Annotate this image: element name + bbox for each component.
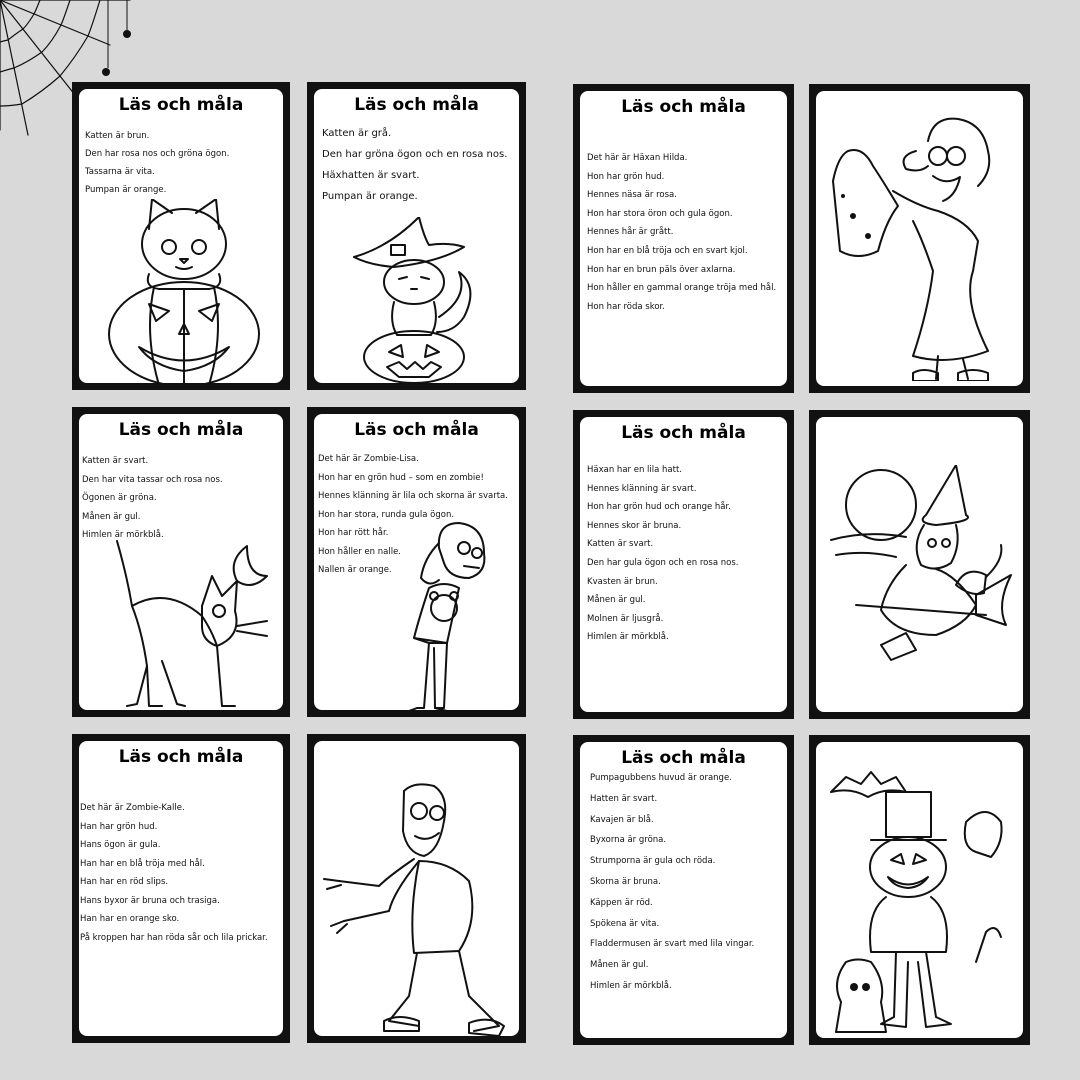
instruction-line: Hon har en grön hud – som en zombie! bbox=[318, 472, 484, 483]
coloring-picture-card-zombie-kalle bbox=[307, 734, 526, 1043]
instruction-line: Katten är svart. bbox=[82, 456, 149, 466]
instruction-line: Han har en blå tröja med hål. bbox=[80, 858, 205, 869]
walking-zombie-drawing bbox=[319, 781, 519, 1036]
instruction-line: Nallen är orange. bbox=[318, 565, 392, 575]
worksheet-card-7 bbox=[72, 734, 290, 1043]
instruction-line: Hennes klänning är lila och skorna är svarta. bbox=[318, 491, 508, 501]
coloring-picture-card-witch-hilda bbox=[809, 84, 1030, 393]
card-title: Läs och måla bbox=[118, 95, 244, 115]
card-title: Läs och måla bbox=[118, 747, 244, 767]
worksheet-card-8 bbox=[573, 735, 794, 1045]
worksheet-card-2 bbox=[307, 82, 526, 390]
instruction-list bbox=[322, 123, 515, 207]
instruction-line: Hatten är svart. bbox=[590, 793, 658, 804]
instruction-line: Käppen är röd. bbox=[590, 897, 653, 908]
instruction-list bbox=[587, 149, 783, 316]
coloring-picture-card-flying-witch bbox=[809, 410, 1030, 719]
instruction-line: Det här är Zombie-Kalle. bbox=[80, 803, 185, 813]
worksheet-card-5 bbox=[307, 407, 526, 717]
instruction-line: Månen är gul. bbox=[587, 595, 646, 606]
instruction-line: Strumporna är gula och röda. bbox=[590, 856, 716, 867]
instruction-line: Tassarna är vita. bbox=[85, 167, 155, 177]
instruction-list bbox=[590, 768, 783, 997]
coloring-picture-card-pumpkin-man bbox=[809, 735, 1030, 1045]
instruction-line: Kavajen är blå. bbox=[590, 814, 654, 825]
instruction-line: Byxorna är gröna. bbox=[590, 835, 667, 846]
card-title: Läs och måla bbox=[621, 423, 746, 443]
scared-cat-moon-drawing bbox=[107, 536, 277, 710]
instruction-line: Hennes klänning är svart. bbox=[587, 483, 697, 494]
instruction-line: Månen är gul. bbox=[82, 511, 141, 522]
instruction-line: Han har en röd slips. bbox=[80, 877, 169, 887]
card-title: Läs och måla bbox=[354, 420, 479, 440]
instruction-line: Pumpan är orange. bbox=[322, 191, 418, 202]
instruction-line: Hennes skor är bruna. bbox=[587, 520, 682, 531]
instruction-line: Kvasten är brun. bbox=[587, 576, 658, 587]
instruction-line: Spökena är vita. bbox=[590, 918, 660, 929]
instruction-line: Det här är Häxan Hilda. bbox=[587, 153, 688, 163]
card-title: Läs och måla bbox=[354, 95, 479, 115]
instruction-line: Hon har en blå tröja och en svart kjol. bbox=[587, 245, 748, 256]
witch-holding-sweater-drawing bbox=[828, 111, 1008, 381]
instruction-line: Katten är grå. bbox=[322, 128, 392, 139]
instruction-list bbox=[587, 461, 783, 647]
instruction-line: På kroppen har han röda sår och lila prickar. bbox=[80, 932, 268, 943]
instruction-list bbox=[82, 452, 279, 545]
instruction-line: Häxan har en lila hatt. bbox=[587, 465, 682, 475]
instruction-line: Katten är brun. bbox=[85, 131, 150, 141]
instruction-line: Hon har grön hud. bbox=[587, 171, 665, 182]
instruction-line: Hon har grön hud och orange hår. bbox=[587, 502, 731, 513]
instruction-line: Hon har stora öron och gula ögon. bbox=[587, 208, 733, 219]
instruction-line: Hon har stora, runda gula ögon. bbox=[318, 509, 455, 520]
pumpkin-man-ghosts-bat-drawing bbox=[826, 762, 1016, 1037]
instruction-line: Himlen är mörkblå. bbox=[590, 980, 672, 991]
instruction-line: Den har rosa nos och gröna ögon. bbox=[85, 149, 230, 159]
instruction-line: Himlen är mörkblå. bbox=[587, 632, 669, 643]
instruction-line: Fladdermusen är svart med lila vingar. bbox=[590, 939, 755, 950]
instruction-line: Hon håller en gammal orange tröja med hål. bbox=[587, 283, 777, 294]
instruction-line: Det här är Zombie-Lisa. bbox=[318, 454, 419, 464]
instruction-line: Hon har röda skor. bbox=[587, 301, 665, 312]
instruction-line: Den har gröna ögon och en rosa nos. bbox=[322, 149, 508, 160]
instruction-line: Han har en orange sko. bbox=[80, 914, 180, 924]
instruction-line: Hennes näsa är rosa. bbox=[587, 190, 677, 201]
worksheet-card-1 bbox=[72, 82, 290, 390]
instruction-line: Hans ögon är gula. bbox=[80, 840, 161, 850]
instruction-line: Pumpagubbens huvud är orange. bbox=[590, 773, 732, 783]
worksheet-card-4 bbox=[72, 407, 290, 717]
witch-hat-cat-pumpkin-drawing bbox=[349, 217, 489, 383]
worksheet-card-3 bbox=[573, 84, 794, 393]
instruction-line: Den har gula ögon och en rosa nos. bbox=[587, 557, 739, 568]
witch-on-broom-moon-drawing bbox=[826, 465, 1016, 680]
card-title: Läs och måla bbox=[118, 420, 244, 440]
instruction-line: Hans byxor är bruna och trasiga. bbox=[80, 895, 220, 906]
instruction-line: Pumpan är orange. bbox=[85, 185, 167, 195]
worksheet-card-6 bbox=[573, 410, 794, 719]
instruction-list bbox=[80, 799, 279, 947]
zombie-girl-teddy-drawing bbox=[399, 518, 499, 710]
instruction-line: Häxhatten är svart. bbox=[322, 170, 420, 181]
instruction-line: Hon håller en nalle. bbox=[318, 546, 401, 557]
instruction-line: Månen är gul. bbox=[590, 960, 649, 971]
instruction-line: Himlen är mörkblå. bbox=[82, 530, 164, 540]
instruction-line: Hon har en brun päls över axlarna. bbox=[587, 264, 736, 275]
instruction-line: Ögonen är gröna. bbox=[82, 493, 157, 503]
instruction-line: Han har grön hud. bbox=[80, 821, 158, 832]
instruction-line: Den har vita tassar och rosa nos. bbox=[82, 474, 223, 485]
instruction-line: Hon har rött hår. bbox=[318, 528, 389, 538]
instruction-list bbox=[85, 127, 279, 199]
instruction-line: Katten är svart. bbox=[587, 539, 654, 550]
instruction-line: Hennes hår är grått. bbox=[587, 227, 674, 238]
cat-pumpkin-drawing bbox=[104, 199, 264, 383]
instruction-line: Skorna är bruna. bbox=[590, 876, 661, 887]
card-title: Läs och måla bbox=[621, 748, 746, 768]
instruction-line: Molnen är ljusgrå. bbox=[587, 613, 664, 624]
card-title: Läs och måla bbox=[621, 97, 746, 117]
